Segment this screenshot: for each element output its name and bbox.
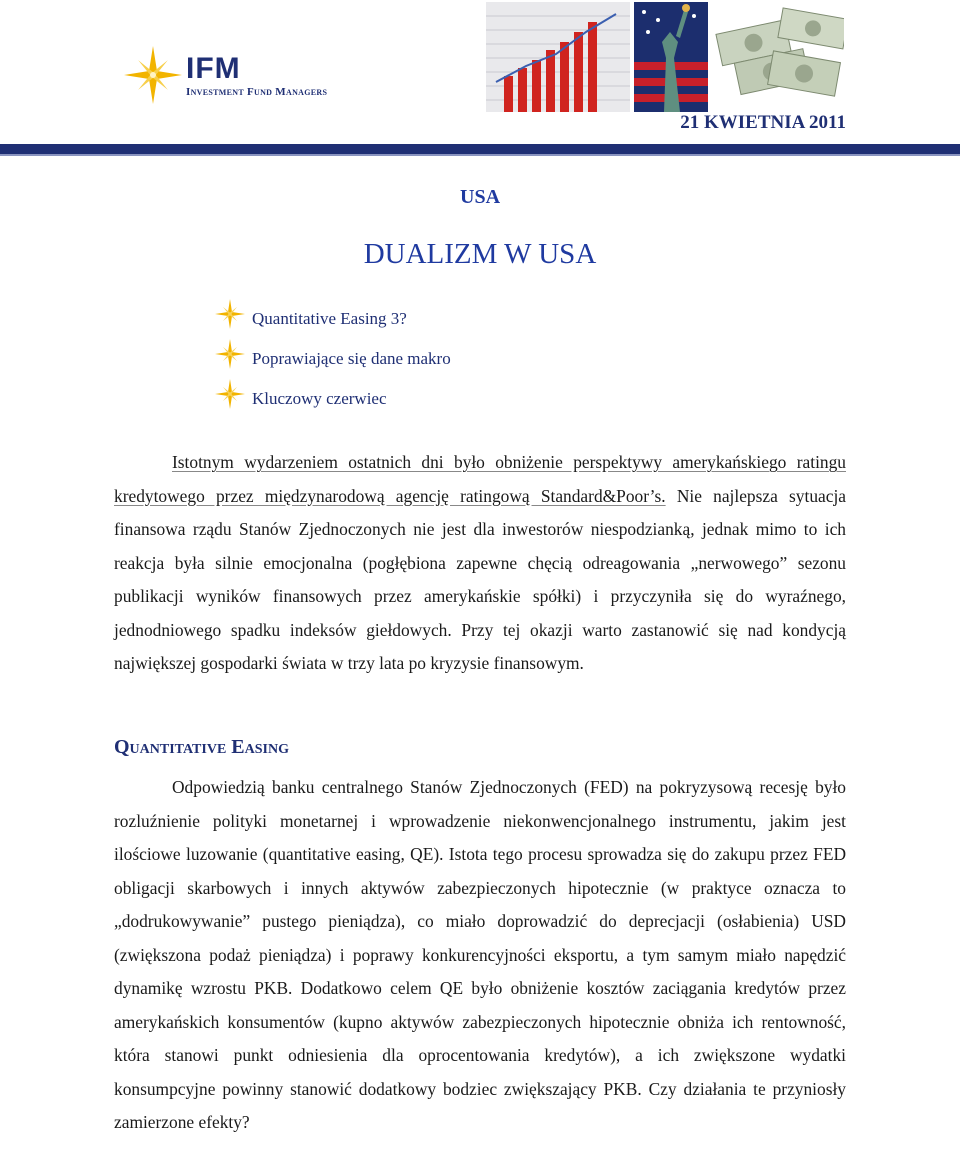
section-heading: Quantitative Easing (114, 736, 289, 758)
key-point-label: Quantitative Easing 3? (252, 309, 407, 328)
page-title-text: DUALIZM W USA (363, 238, 597, 270)
chart-photo (486, 2, 630, 112)
intro-paragraph (114, 446, 846, 681)
key-point-label: Poprawiające się dane makro (252, 349, 451, 368)
dollar-bills-photo (712, 2, 844, 112)
page-header (0, 0, 960, 156)
header-rule-thin (0, 154, 960, 156)
statue-of-liberty-photo (634, 2, 708, 112)
logo-wordmark: IFM (186, 52, 241, 85)
intro-underlined-text: Istotnym wydarzeniem ostatnich dni było obniżenie perspektywy amerykańskiego ratingu kredytowego przez międzynarodową agencję ratingową Standard&Poor’s. (114, 452, 846, 506)
logo-subtitle: Investment Fund Managers (186, 86, 328, 98)
header-photos (486, 2, 844, 112)
compass-star-icon (122, 44, 184, 106)
gold-star-icon (214, 378, 246, 410)
page-title (0, 238, 960, 271)
body-paragraph (114, 771, 846, 1140)
body-text: Odpowiedzią banku centralnego Stanów Zjednoczonych (FED) na pokryzysową recesję było rozluźnienie polityki monetarnej i wprowadzenie niekonwencjonalnego instrumentu, jakim jest ilościowe luzowanie (quantitative easing, QE). Istota tego procesu sprowadza się do zakupu przez FED obligacji skarbowych i innych aktywów zabezpieczonych hipotecznie (w praktyce oznacza to „dodrukowywanie” pustego pieniądza), co miało doprowadzić do deprecjacji (osłabienia) USD (zwiększona podaż pieniądza) i poprawy konkurencyjności eksportu, a tym samym miało napędzić dynamikę wzrostu PKB. Dodatkowo celem QE było obniżenie kosztów zaciągania kredytów przez amerykańskich konsumentów (kupno aktywów zabezpieczonych hipotecznie obniża ich rentowność, która stanowi punkt odniesienia dla oprocentowania kredytów), a ich zwiększone wydatki konsumpcyjne powinny stanowić dodatkowy bodziec zwiększający PKB. Czy działania te przyniosły zamierzone efekty? (114, 777, 846, 1132)
gold-star-icon (214, 298, 246, 330)
key-point-label: Kluczowy czerwiec (252, 389, 387, 408)
intro-text: Nie najlepsza sytuacja finansowa rządu Stanów Zjednoczonych nie jest dla inwestorów niespodzianką, jednak mimo to ich reakcja była silnie emocjonalna (pogłębiona zapewne chęcią odreagowania „nerwowego” sezonu publikacji wyników finansowych przez amerykańskie spółki) i przyczyniła się do wyraźnego, jednodniowego spadku indeksów giełdowych. Przy tej okazji warto zastanowić się nad kondycją największej gospodarki świata w trzy lata po kryzysie finansowym. (114, 485, 847, 673)
ifm-logo (122, 44, 342, 108)
section-label: USA (460, 186, 501, 208)
gold-star-icon (214, 338, 246, 370)
issue-date: 21 KWIETNIA 2011 (680, 112, 846, 133)
header-rule (0, 144, 960, 154)
